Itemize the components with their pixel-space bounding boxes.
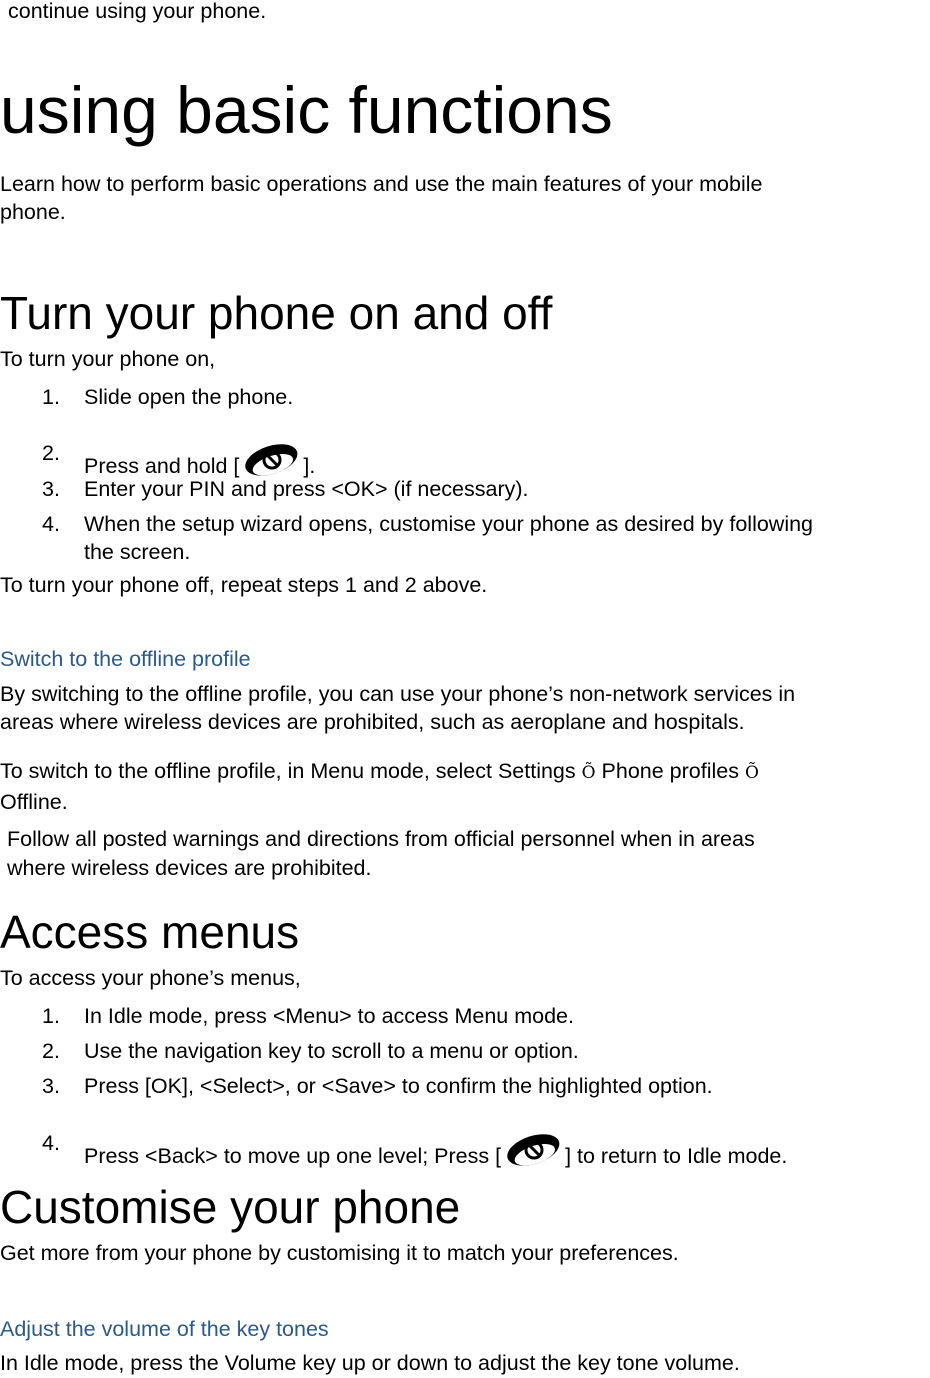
step-number: 4.	[42, 512, 60, 536]
step-number: 1.	[42, 385, 60, 409]
step-text: Use the navigation key to scroll to a menu or option.	[84, 1039, 579, 1063]
menus-lead: To access your phone’s menus,	[0, 966, 301, 990]
step-number: 4.	[42, 1131, 60, 1155]
offline-para-2-line-2: Offline.	[0, 790, 68, 814]
step-text: In Idle mode, press <Menu> to access Menu mode.	[84, 1004, 574, 1028]
subheading-volume: Adjust the volume of the key tones	[0, 1317, 329, 1341]
chapter-title: using basic functions	[0, 73, 613, 147]
offline-para-1-line-2: areas where wireless devices are prohibited, such as aeroplane and hospitals.	[0, 710, 745, 734]
step-text-before: Press and hold [	[84, 454, 240, 478]
end-call-icon	[501, 1129, 565, 1169]
step-text-after: ] to return to Idle mode.	[565, 1144, 788, 1168]
step-text: When the setup wizard opens, customise your phone as desired by following	[84, 512, 814, 536]
end-call-icon	[239, 439, 303, 479]
offline-para-1-line-1: By switching to the offline profile, you can use your phone’s non-network services in	[0, 682, 796, 706]
power-off-text: To turn your phone off, repeat steps 1 and 2 above.	[0, 573, 488, 597]
volume-text: In Idle mode, press the Volume key up or down to adjust the key tone volume.	[0, 1351, 740, 1375]
menu-arrow-symbol: Õ	[581, 763, 596, 783]
section-heading-menus: Access menus	[0, 906, 300, 958]
intro-tail-text: continue using your phone.	[8, 0, 267, 23]
section-heading-power: Turn your phone on and off	[0, 287, 553, 339]
offline-warning-line-1: Follow all posted warnings and directions from official personnel when in areas	[7, 827, 755, 851]
power-lead: To turn your phone on,	[0, 347, 216, 371]
chapter-intro-line-2: phone.	[0, 200, 66, 224]
offline-warning-line-2: where wireless devices are prohibited.	[7, 856, 372, 880]
section-heading-customise: Customise your phone	[0, 1181, 461, 1233]
step-text: Slide open the phone.	[84, 385, 294, 409]
customise-lead: Get more from your phone by customising it to match your preferences.	[0, 1241, 679, 1265]
step-text-after: ].	[303, 454, 316, 478]
menu-arrow-symbol: Õ	[744, 763, 759, 783]
offline-para-2-line-1	[0, 757, 759, 788]
step-number: 3.	[42, 1074, 60, 1098]
step-text-before: Press <Back> to move up one level; Press [	[84, 1144, 502, 1168]
step-number: 2.	[42, 441, 60, 465]
step-text-line-2: the screen.	[84, 540, 191, 564]
step-number: 1.	[42, 1004, 60, 1028]
step-text: Enter your PIN and press <OK> (if necessary).	[84, 477, 529, 501]
step-text: Press [OK], <Select>, or <Save> to confirm the highlighted option.	[84, 1074, 713, 1098]
step-number: 3.	[42, 477, 60, 501]
step-number: 2.	[42, 1039, 60, 1063]
offline-para-2-part-b: Phone profiles	[595, 759, 745, 783]
offline-para-2-part-a: To switch to the offline profile, in Menu mode, select Settings	[0, 759, 582, 783]
chapter-intro-line-1: Learn how to perform basic operations and use the main features of your mobile	[0, 172, 763, 196]
subheading-offline: Switch to the offline profile	[0, 647, 251, 671]
